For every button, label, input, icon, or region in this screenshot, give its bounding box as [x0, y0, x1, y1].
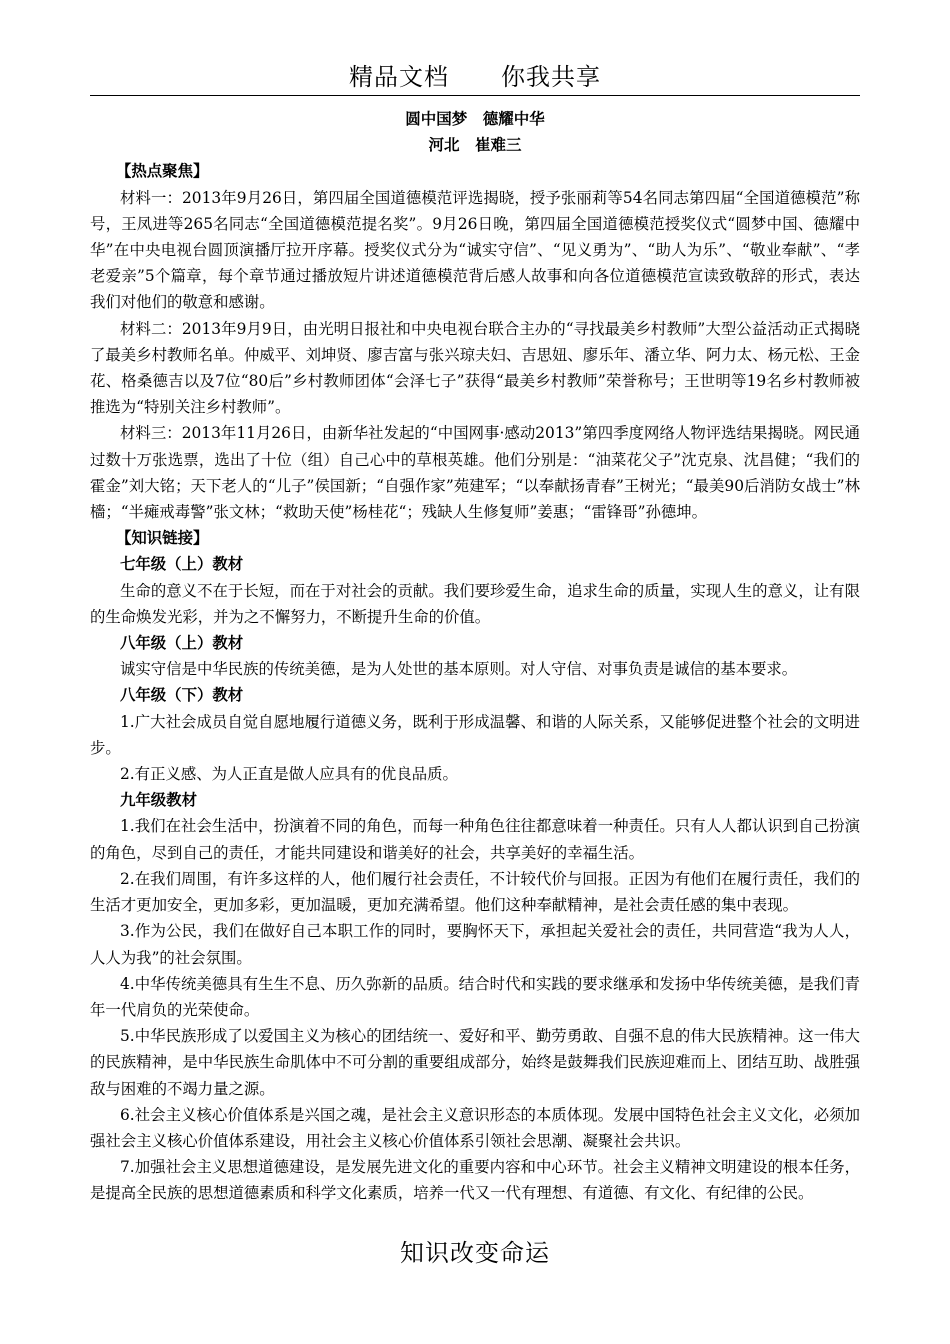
grade9-paragraph: 4.中华传统美德具有生生不息、历久弥新的品质。结合时代和实践的要求继承和发扬中华传统美德，是我们青年一代肩负的光荣使命。	[90, 974, 860, 1019]
grade7-heading: 七年级（上）教材	[120, 555, 244, 574]
grade8a-heading: 八年级（上）教材	[120, 634, 244, 653]
grade9-paragraph: 7.加强社会主义思想道德建设，是发展先进文化的重要内容和中心环节。社会主义精神文明建设的根本任务，是提高全民族的思想道德素质和科学文化素质，培养一代又一代有理想、有道德、有文化、有纪律的公民。	[90, 1158, 860, 1203]
grade9-paragraph: 3.作为公民，我们在做好自己本职工作的同时，要胸怀天下，承担起关爱社会的责任，共同营造“我为人人，人人为我”的社会氛围。	[90, 922, 860, 967]
page-header	[90, 62, 860, 92]
header-left-text: 精品文档	[349, 63, 449, 91]
material-paragraph: 材料三：2013年11月26日，由新华社发起的“中国网事·感动2013”第四季度网络人物评选结果揭晓。网民通过数十万张选票，选出了十位（组）自己心中的草根英雄。他们分别是：“油菜花父子”沈克泉、沈昌健；“我们的霍金”刘大铭；天下老人的“儿子”侯国新；“自强作家”苑建军；“以奉献扬青春”王树光；“最美90后消防女战士”林檣；“半瘫戒毒警”张文林；“救助天使”杨桂花“；残缺人生修复师”姜惠；“雷锋哥”孙德坤。	[90, 424, 860, 522]
grade9-paragraph: 1.我们在社会生活中，扮演着不同的角色，而每一种角色往往都意味着一种责任。只有人人都认识到自己扮演的角色，尽到自己的责任，才能共同建设和谐美好的社会，共享美好的幸福生活。	[90, 817, 860, 862]
document-body	[90, 106, 860, 1207]
grade9-paragraph: 6.社会主义核心价值体系是兴国之魂，是社会主义意识形态的本质体现。发展中国特色社会主义文化，必须加强社会主义核心价值体系建设，用社会主义核心价值体系引领社会思潮、凝聚社会共识。	[90, 1105, 860, 1150]
header-right-text: 你我共享	[501, 63, 601, 91]
document-title: 圆中国梦 德耀中华	[405, 110, 545, 128]
grade9-heading: 九年级教材	[120, 791, 197, 810]
material-paragraph: 材料二：2013年9月9日，由光明日报社和中央电视台联合主办的“寻找最美乡村教师”大型公益活动正式揭晓了最美乡村教师名单。仲威平、刘坤贤、廖吉富与张兴琼夫妇、吉思妞、廖乐年、潘立华、阿力太、杨元松、王金花、格桑德吉以及7位“80后”乡村教师团体“会泽七子”获得“最美乡村教师”荣誉称号；王世明等19名乡村教师被推选为“特别关注乡村教师”。	[90, 319, 860, 417]
grade8b-paragraph: 1.广大社会成员自觉自愿地履行道德义务，既利于形成温馨、和谐的人际关系，又能够促进整个社会的文明进步。	[90, 712, 860, 757]
section-heading-hot: 【热点聚焦】	[116, 162, 209, 181]
grade9-paragraph: 5.中华民族形成了以爱国主义为核心的团结统一、爱好和平、勤劳勇敢、自强不息的伟大民族精神。这一伟大的民族精神，是中华民族生命肌体中不可分割的重要组成部分，始终是鼓舞我们民族迎难而上、团结互助、战胜强敌与困难的不竭力量之源。	[90, 1027, 860, 1098]
grade7-paragraph: 生命的意义不在于长短，而在于对社会的贡献。我们要珍爱生命，追求生命的质量，实现人生的意义，让有限的生命焕发光彩，并为之不懈努力，不断提升生命的价值。	[90, 581, 860, 626]
grade8b-heading: 八年级（下）教材	[120, 686, 244, 705]
material-paragraph: 材料一：2013年9月26日，第四届全国道德模范评选揭晓，授予张丽莉等54名同志第四届“全国道德模范”称号，王凤进等265名同志“全国道德模范提名奖”。9月26日晚，第四届全国道德模范授奖仪式“圆梦中国、德耀中华”在中央电视台圆顶演播厅拉开序幕。授奖仪式分为“诚实守信”、“见义勇为”、“助人为乐”、“敬业奉献”、“孝老爱亲”5个篇章，每个章节通过播放短片讲述道德模范背后感人故事和向各位道德模范宣读致敬辞的形式，表达我们对他们的敬意和感谢。	[90, 188, 860, 312]
page-footer: 知识改变命运	[400, 1239, 550, 1267]
header-divider	[90, 95, 860, 96]
grade8a-paragraph: 诚实守信是中华民族的传统美德，是为人处世的基本原则。对人守信、对事负责是诚信的基本要求。	[120, 660, 798, 679]
grade9-paragraph: 2.在我们周围，有许多这样的人，他们履行社会责任，不计较代价与回报。正因为有他们在履行责任，我们的生活才更加安全，更加多彩，更加温暖，更加充满希望。他们这种奉献精神，是社会责任感的集中表现。	[90, 869, 860, 915]
document-author: 河北 崔难三	[428, 136, 522, 155]
section-heading-knowledge: 【知识链接】	[116, 529, 209, 548]
grade8b-paragraph: 2.有正义感、为人正直是做人应具有的优良品质。	[120, 765, 458, 784]
